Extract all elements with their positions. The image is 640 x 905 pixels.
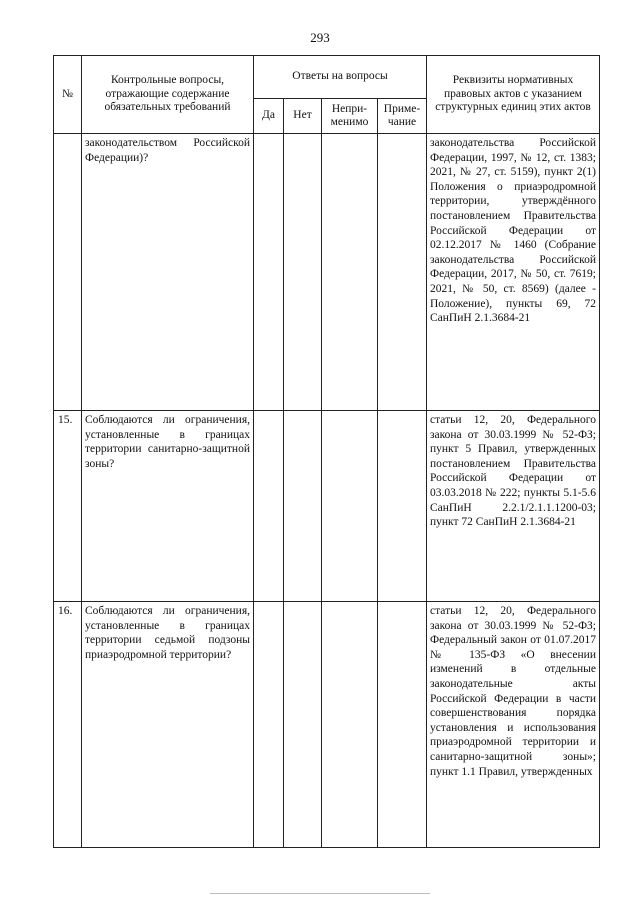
header-requisites: Реквизиты нормативных правовых актов с указанием структурных единиц этих актов <box>427 56 600 134</box>
table-row <box>54 602 600 848</box>
header-note: Приме-чание <box>378 99 427 134</box>
row-number: 16. <box>54 602 82 848</box>
table-row <box>54 134 600 411</box>
answer-na-cell <box>322 602 378 848</box>
answer-note-cell <box>378 134 427 411</box>
table-header <box>54 56 600 134</box>
row-number: 15. <box>54 411 82 602</box>
page-number: 293 <box>310 30 330 45</box>
row-question: законодательством Российской Федерации)? <box>82 134 254 411</box>
answer-na-cell <box>322 411 378 602</box>
header-yes: Да <box>254 99 284 134</box>
row-requisites: законодательства Российской Федерации, 1997, № 12, ст. 1383; 2021, № 27, ст. 5159), пункт 2(1) Положения о приаэродромной территории, утверждённого постановлением Правительства Российской Федерации от 02.12.2017 № 1460 (Собрание законодательства Российской Федерации, 2017, № 50, ст. 7619; 2021, № 50, ст. 8569) (далее - Положение), пункты 69, 72 СанПиН 2.1.3684-21 <box>427 134 600 411</box>
answer-note-cell <box>378 602 427 848</box>
header-answers: Ответы на вопросы <box>254 56 427 99</box>
scan-edge-line <box>210 893 430 894</box>
table-row <box>54 411 600 602</box>
answer-yes-cell <box>254 602 284 848</box>
header-number: № <box>54 56 82 134</box>
header-no-answer: Нет <box>284 99 322 134</box>
row-number <box>54 134 82 411</box>
row-question: Соблюдаются ли ограничения, установленные в границах территории седьмой подзоны приаэродромной территории? <box>82 602 254 848</box>
answer-no-cell <box>284 134 322 411</box>
answer-na-cell <box>322 134 378 411</box>
checklist-table <box>53 55 600 848</box>
answer-no-cell <box>284 602 322 848</box>
header-not-applicable: Непри-менимо <box>322 99 378 134</box>
header-question: Контрольные вопросы, отражающие содержание обязательных требований <box>82 56 254 134</box>
answer-note-cell <box>378 411 427 602</box>
answer-no-cell <box>284 411 322 602</box>
answer-yes-cell <box>254 411 284 602</box>
row-question: Соблюдаются ли ограничения, установленные в границах территории санитарно-защитной зоны? <box>82 411 254 602</box>
row-requisites: статьи 12, 20, Федерального закона от 30.03.1999 № 52-ФЗ; Федеральный закон от 01.07.2017 № 135-ФЗ «О внесении изменений в отдельные законодательные акты Российской Федерации в части совершенствования порядка установления и использования приаэродромной территории и санитарно-защитной зоны»; пункт 1.1 Правил, утвержденных <box>427 602 600 848</box>
row-requisites: статьи 12, 20, Федерального закона от 30.03.1999 № 52-ФЗ; пункт 5 Правил, утвержденных постановлением Правительства Российской Федерации от 03.03.2018 № 222; пункты 5.1-5.6 СанПиН 2.2.1/2.1.1.1200-03; пункт 72 СанПиН 2.1.3684-21 <box>427 411 600 602</box>
answer-yes-cell <box>254 134 284 411</box>
